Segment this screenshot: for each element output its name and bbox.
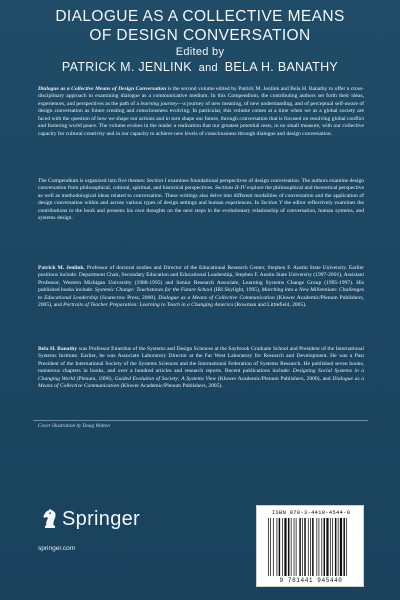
editor-2-bio bbox=[38, 346, 364, 391]
p3-text-b: (IRI Skylight, 1995), bbox=[212, 287, 262, 294]
p2-text-b: examines foundational perspectives of design conversation. The authors examine design conversation from philosophical, cultural, spiritual, and historical perspectives. bbox=[38, 178, 364, 192]
barcode-bar bbox=[302, 518, 303, 576]
barcode-bar bbox=[332, 518, 333, 576]
p3-book-4: Portraits of Teacher Preparation: Learning to Teach in a Changing America bbox=[63, 302, 234, 309]
barcode-bar bbox=[324, 518, 326, 576]
p3-book-3: Dialogue as a Means of Collective Communication bbox=[158, 294, 275, 301]
p2-emphasis-2: Sections II-IV bbox=[214, 185, 246, 192]
barcode-bar bbox=[288, 518, 290, 576]
barcode-bar bbox=[330, 518, 331, 576]
barcode-bar bbox=[270, 518, 271, 576]
barcode-bar bbox=[294, 518, 295, 576]
title-line-2: OF DESIGN CONVERSATION bbox=[89, 27, 311, 44]
publisher-url[interactable]: springer.com bbox=[38, 545, 76, 552]
barcode-bar bbox=[284, 518, 286, 576]
barcode-bar bbox=[310, 518, 311, 576]
p1-text-a: is the second volume edited by Patrick M. Jenlink and Bela H. Banathy to offer a cross-disciplinary approach to examining dialogue as a communicative medium. In this Compendium, the contributing authors set forth their ideas, experiences, and perspectives as the path of a bbox=[38, 86, 364, 107]
p4-book-3: Dialogue as a Means of Collective Communication bbox=[38, 375, 365, 390]
springer-chess-knight-icon bbox=[38, 507, 62, 531]
barcode-bar bbox=[343, 518, 345, 576]
blurb-paragraph-1 bbox=[38, 86, 364, 138]
divider bbox=[33, 420, 368, 421]
barcode-bar bbox=[340, 518, 342, 576]
barcode-bar bbox=[282, 518, 283, 576]
editor-1-name: PATRICK M. JENLINK bbox=[61, 60, 192, 74]
barcode-bars bbox=[267, 518, 357, 576]
cover-illustration-credit: Cover illustration by Doug Walton bbox=[38, 423, 110, 429]
p3-text-a: , Professor of doctoral studies and Director of the Educational Research Center, Stephen F. Austin State University. Earlier positions include: Department Chair, Secondary Education and Educational Leadership, Stephen F. Austin State University (1997-2001), Assistant Professor, Western Michigan University (1988-1995) and Senior Research Associate, Learning Systems Change Group (1995-1997). His published books include: bbox=[38, 265, 364, 294]
p1-text-b: —a journey of new meaning, of new understanding, and of perceptual self-aware of design conversation as future creating and consciousness evolving. In particular, this volume comes at a time when we as a global society are faced with the question of how we shape our actions and in turn shape our future, through conversation that is focused on resolving global conflict and fostering world peace. The volume evokes in the reader a realization that our greatest potential rests, in no small measure, with our collective capacity for cultural creativity and in our capacity to achieve new levels of consciousness through dialogue and design conversation. bbox=[38, 100, 364, 137]
editors-line bbox=[0, 60, 400, 74]
barcode-digits: 9 781441 945440 bbox=[279, 577, 343, 584]
p2-emphasis-3: Section V bbox=[260, 200, 283, 207]
isbn-number: ISBN 978-3-4419-4544-0 bbox=[271, 509, 351, 516]
p3-text-c: (Scarecrow Press, 2000), bbox=[98, 294, 159, 301]
p2-text-a: The Compendium is organized into five themes: bbox=[38, 178, 147, 184]
bio-2-name: Bela H. Banathy bbox=[38, 346, 78, 352]
p4-book-2: Guided Evolution of Society: A Systems View bbox=[114, 375, 217, 382]
p2-text-d: the editor reflectively examines the contributions to the book and presents his own thoughts on the next steps in the evolutionary relationship of conversation, human systems, and systems design. bbox=[38, 200, 364, 222]
editor-2-name: BELA H. BANATHY bbox=[224, 60, 339, 74]
editor-1-bio bbox=[38, 265, 364, 310]
p4-text-d: (Kluwer Academic/Plenum Publishers, 2005). bbox=[119, 383, 223, 390]
blurb-paragraph-2 bbox=[38, 178, 364, 223]
isbn-barcode bbox=[256, 505, 364, 587]
p3-book-1: Systemic Change: Touchstones for the Future School bbox=[94, 287, 213, 294]
barcode-bar bbox=[335, 518, 337, 576]
barcode-bar bbox=[291, 518, 292, 576]
barcode-bar bbox=[316, 518, 317, 576]
barcode-bar bbox=[326, 518, 328, 576]
p4-book-1: Designing Social Systems in a Changing World bbox=[38, 368, 364, 382]
p4-text-a: was Professor Emeritus of the Systems and Design Sciences at the Saybrook Graduate School and President of the International Systems Institute. Earlier, he was Associate Laboratory Director at the Far West Laboratory for Research and Development. He was a Past President of the International Society of the Systems Sciences and the International Federation of Systems Research. He published seven books, numerous chapters in books, and over a hundred articles and research reports. Recent publications include: bbox=[38, 346, 364, 375]
p2-emphasis-1: Section I bbox=[146, 178, 167, 184]
barcode-bar bbox=[321, 518, 322, 576]
title-line-1: DIALOGUE AS A COLLECTIVE MEANS bbox=[55, 8, 345, 25]
edited-by-label: Edited by bbox=[175, 46, 225, 58]
barcode-bar bbox=[338, 518, 339, 576]
p3-text-e: (Rowman and Littlefield, 2005). bbox=[233, 302, 307, 309]
book-title bbox=[0, 7, 400, 45]
p3-book-2: Marching into a New Millennium: Challenges to Educational Leadership bbox=[38, 287, 364, 301]
p2-text-c: explore the philosophical and theoretical perspective as well as methodological ideas related to conversation. These writings also delve into different modalities of conversation and the application of design conversation within and across various types of design settings and human experiences. In bbox=[38, 185, 364, 207]
publisher-name: Springer bbox=[62, 508, 140, 530]
barcode-bar bbox=[308, 518, 309, 576]
bio-1-name: Patrick M. Jenlink bbox=[38, 265, 84, 271]
barcode-bar bbox=[296, 518, 297, 576]
barcode-bar bbox=[268, 518, 269, 576]
p4-text-b: (Plenum, 1996), bbox=[74, 375, 115, 382]
p4-text-c: (Kluwer Academic/Plenum Publishers, 2000), and bbox=[216, 375, 333, 382]
barcode-bar bbox=[312, 518, 314, 576]
barcode-bar bbox=[273, 518, 274, 576]
barcode-bar bbox=[279, 518, 281, 576]
editors-and: and bbox=[198, 62, 218, 74]
barcode-bar bbox=[299, 518, 301, 576]
p3-text-d: (Kluwer Academic/Plenum Publishers, 2005), and bbox=[38, 294, 364, 309]
barcode-bar bbox=[346, 518, 347, 576]
p1-emphasis: learning journey bbox=[140, 100, 178, 107]
barcode-bar bbox=[277, 518, 278, 576]
barcode-bar bbox=[304, 518, 306, 576]
blurb-title-lead: Dialogue as a Collective Means of Design Conversation bbox=[38, 86, 167, 92]
barcode-bar bbox=[319, 518, 320, 576]
